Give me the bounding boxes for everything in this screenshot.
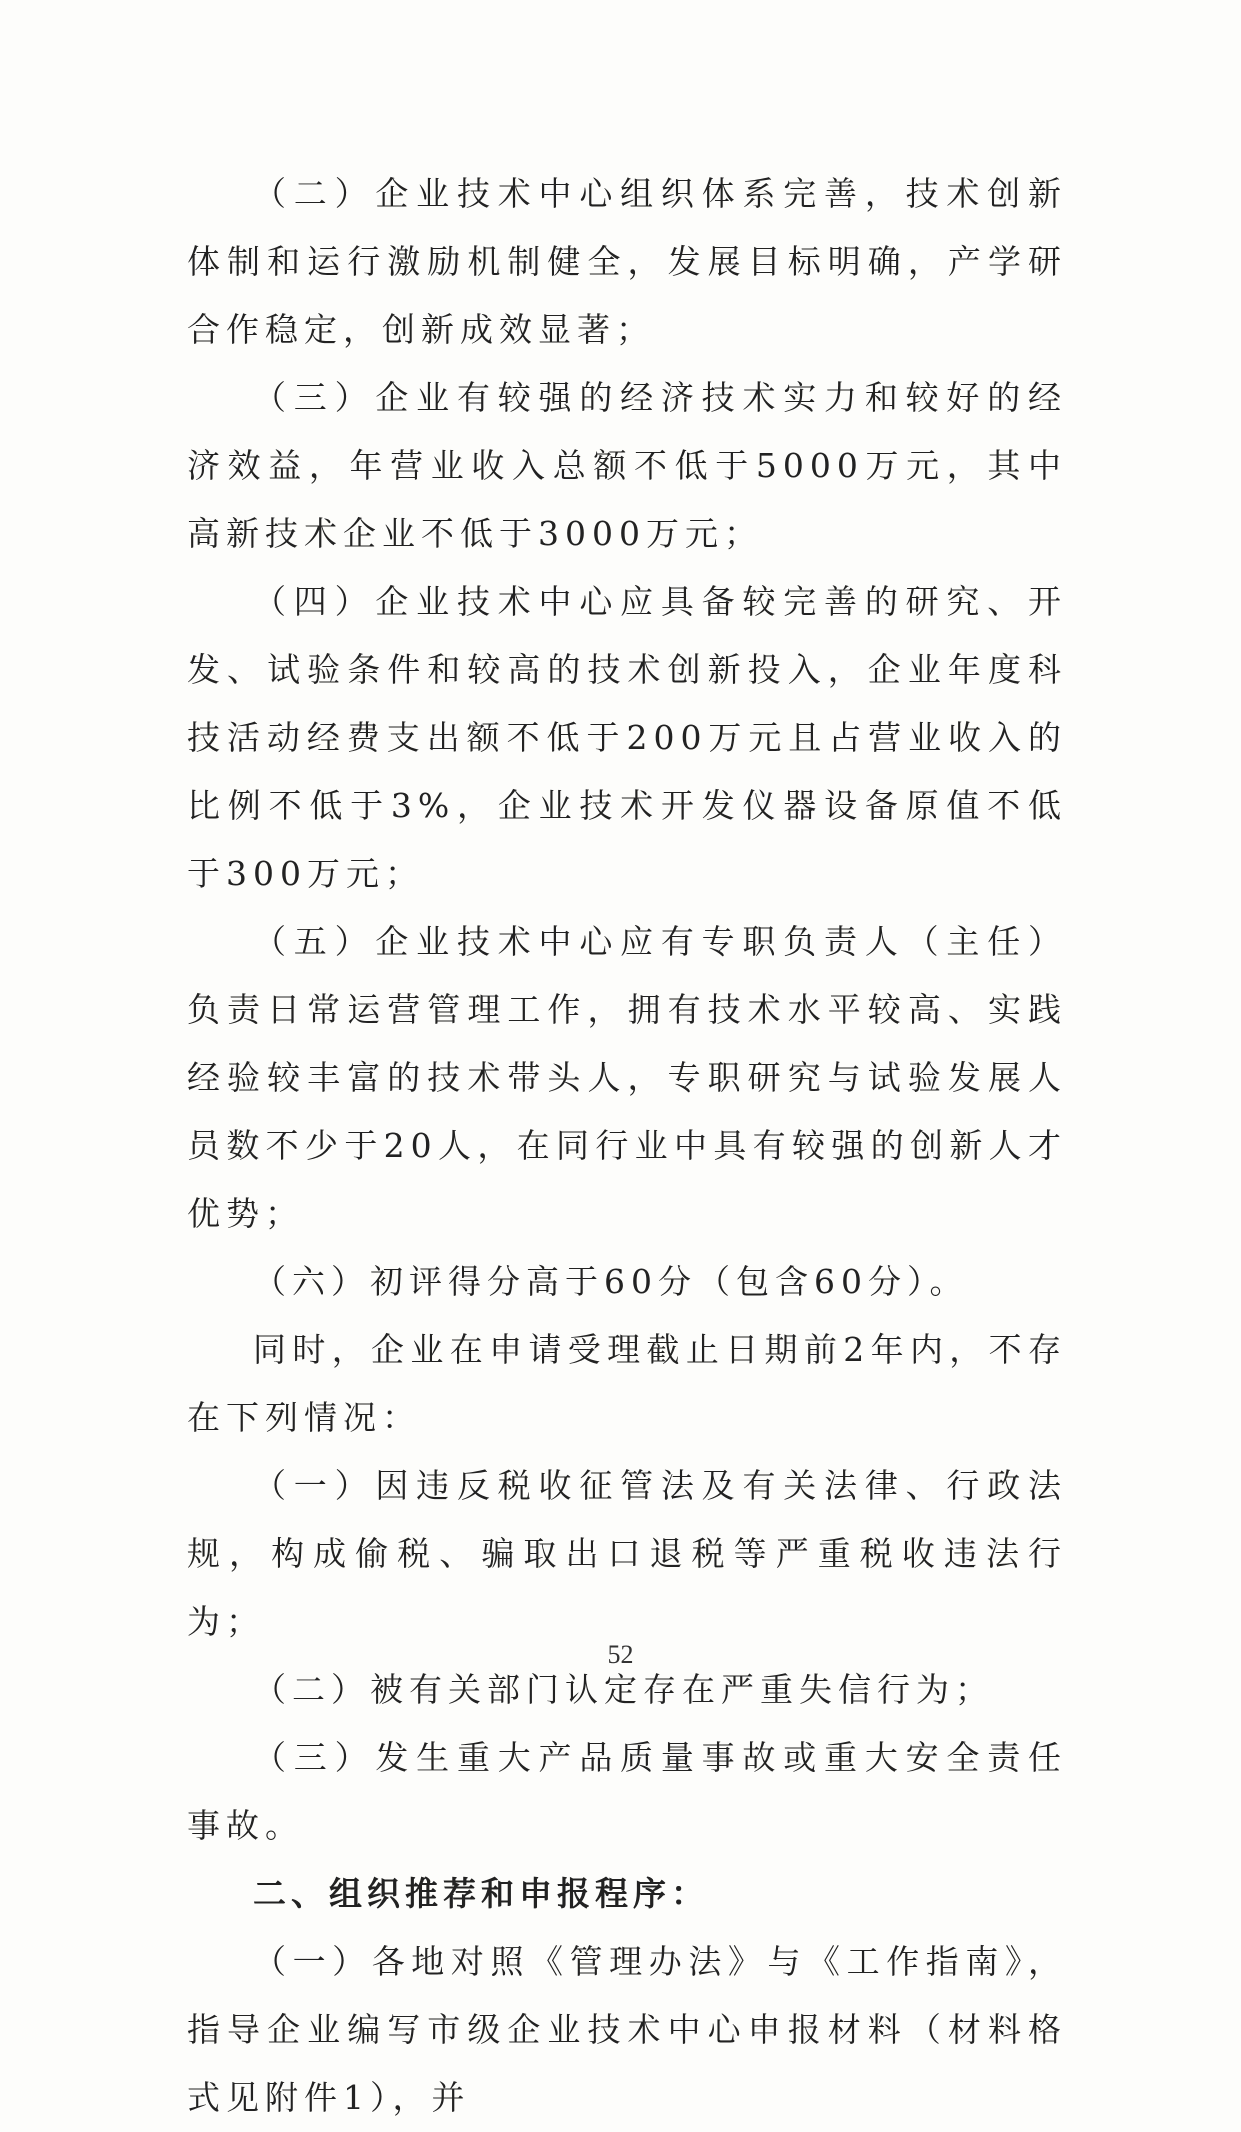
paragraph-exclusion-intro: 同时，企业在申请受理截止日期前2年内，不存在下列情况： — [187, 1330, 1067, 1437]
paragraph-criterion-3: （三）企业有较强的经济技术实力和较好的经济效益，年营业收入总额不低于5000万元，其中高新技术企业不低于3000万元； — [187, 378, 1067, 553]
paragraph-criterion-6: （六）初评得分高于60分（包含60分）。 — [253, 1262, 969, 1301]
paragraph-procedure-1: （一）各地对照《管理办法》与《工作指南》，指导企业编写市级企业技术中心申报材料（材料格式见附件1），并 — [187, 1942, 1067, 2117]
paragraph-criterion-2: （二）企业技术中心组织体系完善，技术创新体制和运行激励机制健全，发展目标明确，产学研合作稳定，创新成效显著； — [187, 174, 1067, 349]
section-heading: 二、组织推荐和申报程序： — [253, 1874, 709, 1913]
paragraph-exclusion-1: （一）因违反税收征管法及有关法律、行政法规，构成偷税、骗取出口退税等严重税收违法行为； — [187, 1466, 1067, 1641]
paragraph-exclusion-3: （三）发生重大产品质量事故或重大安全责任事故。 — [187, 1738, 1067, 1845]
paragraph-criterion-5: （五）企业技术中心应有专职负责人（主任）负责日常运营管理工作，拥有技术水平较高、实践经验较丰富的技术带头人，专职研究与试验发展人员数不少于20人，在同行业中具有较强的创新人才优势； — [187, 922, 1067, 1233]
page-number: 52 — [607, 1640, 634, 1669]
document-body — [187, 160, 1067, 2132]
paragraph-exclusion-2: （二）被有关部门认定存在严重失信行为； — [253, 1670, 994, 1709]
paragraph-criterion-4: （四）企业技术中心应具备较完善的研究、开发、试验条件和较高的技术创新投入，企业年度科技活动经费支出额不低于200万元且占营业收入的比例不低于3%，企业技术开发仪器设备原值不低于300万元； — [187, 582, 1067, 893]
